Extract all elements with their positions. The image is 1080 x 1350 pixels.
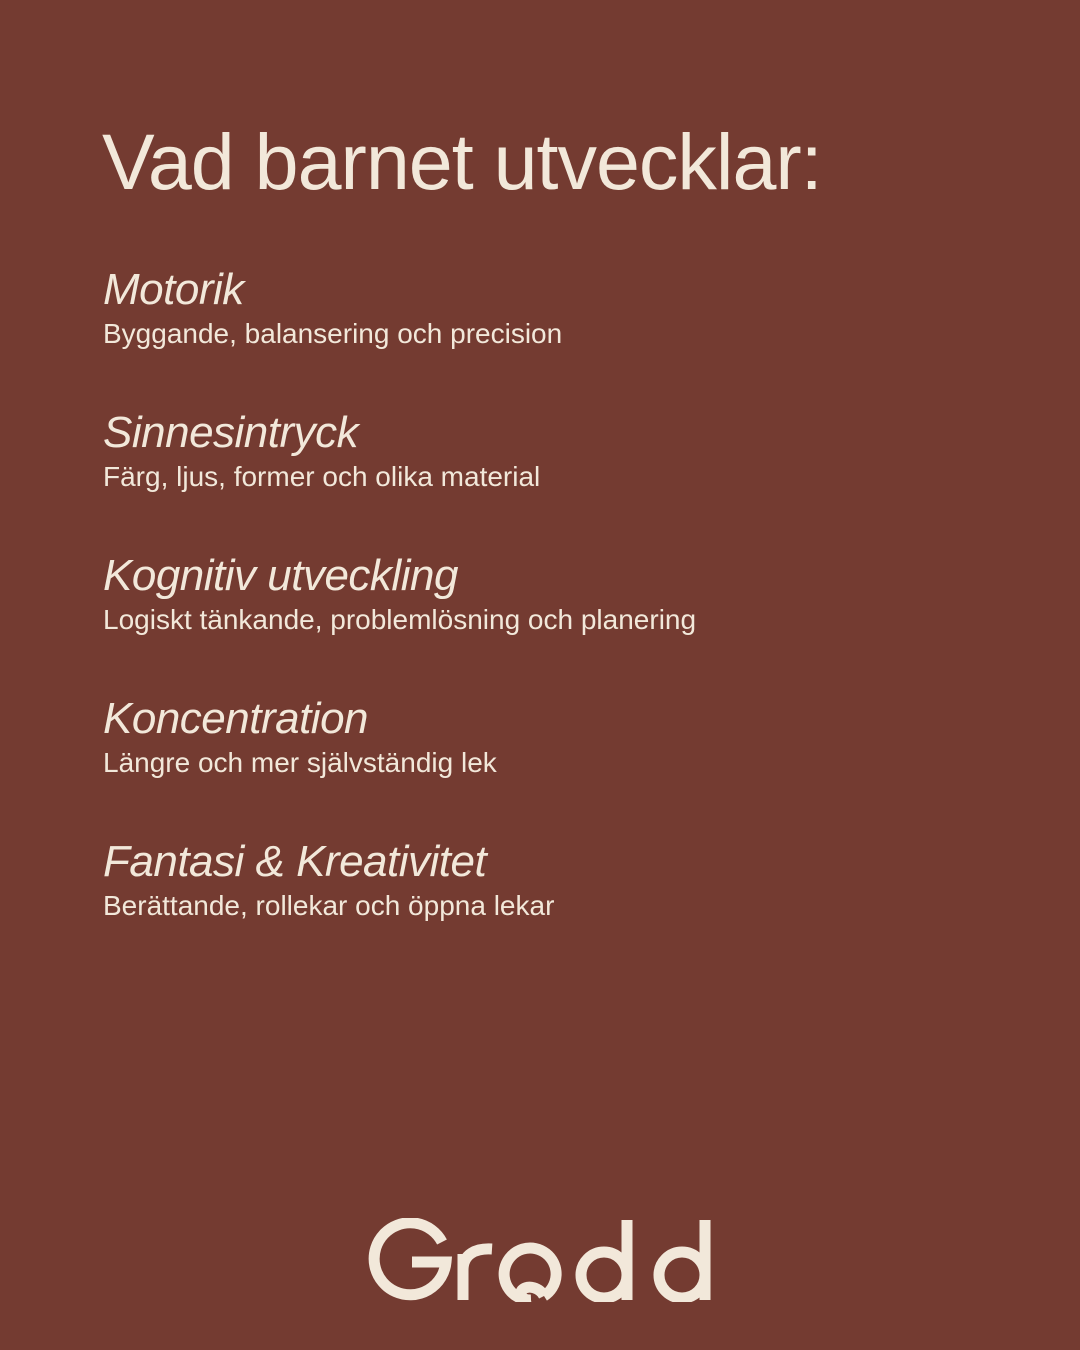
item-heading: Fantasi & Kreativitet — [103, 837, 487, 886]
logo-swirl-inner — [521, 1287, 544, 1300]
logo-letter-g — [374, 1223, 446, 1295]
item-description: Byggande, balansering och precision — [103, 318, 563, 349]
logo-letter-d1-bowl — [581, 1252, 627, 1298]
logo-letter-d2-bowl — [659, 1252, 705, 1298]
list-item-kognitiv-utveckling — [103, 548, 1003, 691]
item-description: Logiskt tänkande, problemlösning och planering — [103, 604, 697, 635]
development-list — [103, 262, 1003, 977]
list-item-fantasi-kreativitet — [103, 834, 1003, 977]
item-heading: Sinnesintryck — [103, 408, 359, 457]
grodd-wordmark-logo — [368, 1218, 712, 1302]
page-title: Vad barnet utvecklar: — [102, 117, 822, 206]
item-description: Berättande, rollekar och öppna lekar — [103, 890, 555, 921]
list-item-sinnesintryck — [103, 405, 1003, 548]
item-description: Längre och mer självständig lek — [103, 747, 497, 778]
list-item-koncentration — [103, 691, 1003, 834]
item-heading: Kognitiv utveckling — [103, 551, 458, 600]
item-heading: Koncentration — [103, 694, 369, 743]
list-item-motorik — [103, 262, 1003, 405]
item-description: Färg, ljus, former och olika material — [103, 461, 541, 492]
item-heading: Motorik — [103, 265, 244, 314]
grodd-logo — [368, 1218, 712, 1302]
logo-letter-r — [463, 1249, 492, 1300]
